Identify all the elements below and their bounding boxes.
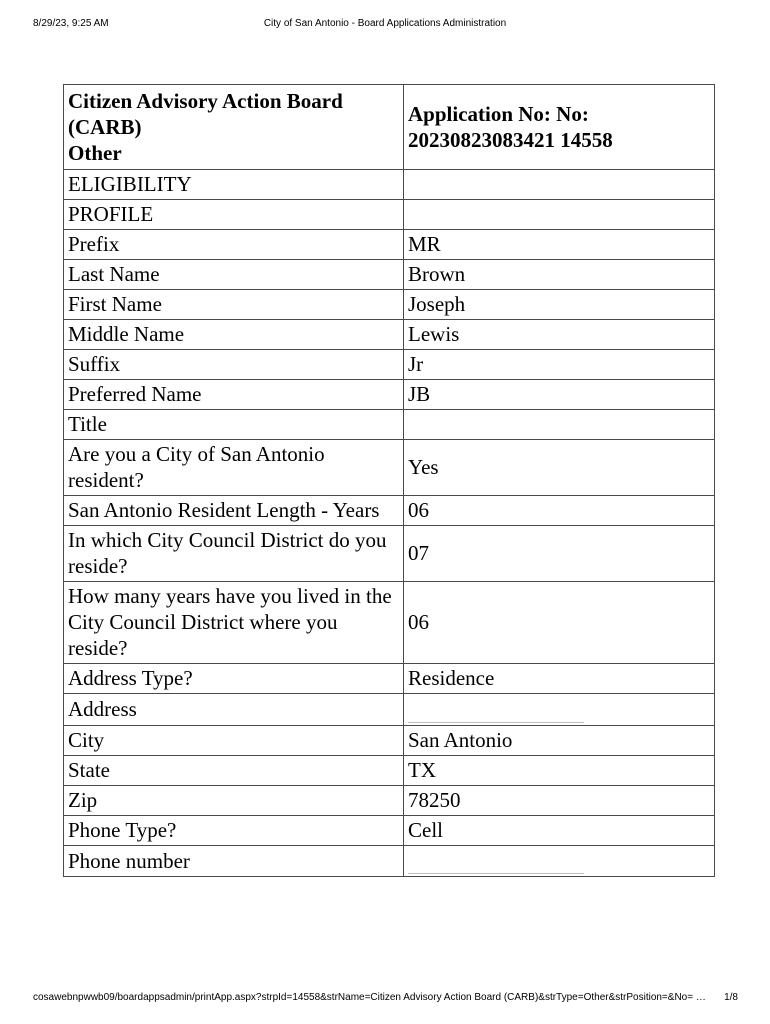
field-value: San Antonio	[404, 725, 715, 755]
field-value: Residence	[404, 664, 715, 694]
field-label: PROFILE	[64, 200, 404, 230]
row-city	[64, 725, 715, 755]
row-address	[64, 694, 715, 726]
field-value: Cell	[404, 815, 715, 845]
board-abbreviation: (CARB)	[68, 115, 142, 139]
redaction-box	[408, 698, 584, 723]
row-san-antonio-resident	[64, 440, 715, 496]
row-address-type	[64, 664, 715, 694]
row-phone-number	[64, 845, 715, 877]
page-number: 1/8	[724, 992, 738, 1003]
print-header	[0, 18, 770, 32]
row-phone-type	[64, 815, 715, 845]
field-label: Phone number	[64, 845, 404, 877]
field-value: Lewis	[404, 320, 715, 350]
board-name: Citizen Advisory Action Board	[68, 89, 343, 113]
field-value: Yes	[404, 440, 715, 496]
field-label: Zip	[64, 785, 404, 815]
application-title-row	[64, 85, 715, 170]
field-value: 06	[404, 582, 715, 664]
field-label: Address Type?	[64, 664, 404, 694]
row-prefix	[64, 230, 715, 260]
field-value	[404, 410, 715, 440]
field-value	[404, 170, 715, 200]
field-label: Address	[64, 694, 404, 726]
row-resident-length	[64, 496, 715, 526]
field-value: 78250	[404, 785, 715, 815]
field-label: Suffix	[64, 350, 404, 380]
field-label: Are you a City of San Antonio resident?	[64, 440, 404, 496]
field-value: 07	[404, 526, 715, 582]
field-value: TX	[404, 755, 715, 785]
field-value: Brown	[404, 260, 715, 290]
row-years-in-district	[64, 582, 715, 664]
row-state	[64, 755, 715, 785]
print-footer	[0, 992, 770, 1006]
field-label: Title	[64, 410, 404, 440]
row-title	[64, 410, 715, 440]
field-label: First Name	[64, 290, 404, 320]
field-label: ELIGIBILITY	[64, 170, 404, 200]
row-council-district	[64, 526, 715, 582]
field-label: How many years have you lived in the City Council District where you reside?	[64, 582, 404, 664]
field-label: In which City Council District do you reside?	[64, 526, 404, 582]
redaction-box	[408, 849, 584, 874]
print-url: cosawebnpwwb09/boardappsadmin/printApp.aspx?strpId=14558&strName=Citizen Advisory Action Board (CARB)&strType=Other&strPosition=&No= …	[33, 992, 706, 1003]
application-number-cell	[404, 85, 715, 170]
application-table	[63, 84, 715, 877]
field-value	[404, 200, 715, 230]
row-suffix	[64, 350, 715, 380]
field-label: Prefix	[64, 230, 404, 260]
field-label: San Antonio Resident Length - Years	[64, 496, 404, 526]
field-value: JB	[404, 380, 715, 410]
field-label: City	[64, 725, 404, 755]
field-label: Middle Name	[64, 320, 404, 350]
print-page-title: City of San Antonio - Board Applications Administration	[263, 18, 507, 29]
row-preferred-name	[64, 380, 715, 410]
field-label: Phone Type?	[64, 815, 404, 845]
field-value: MR	[404, 230, 715, 260]
field-label: Preferred Name	[64, 380, 404, 410]
redacted-address-cell	[404, 694, 715, 726]
row-zip	[64, 785, 715, 815]
application-number-label: Application No: No:	[408, 102, 589, 126]
row-last-name	[64, 260, 715, 290]
field-value: Jr	[404, 350, 715, 380]
board-heading-cell	[64, 85, 404, 170]
field-value: Joseph	[404, 290, 715, 320]
board-type: Other	[68, 141, 122, 165]
application-number: 20230823083421 14558	[408, 128, 613, 152]
field-label: State	[64, 755, 404, 785]
row-profile	[64, 200, 715, 230]
row-first-name	[64, 290, 715, 320]
redacted-phone-cell	[404, 845, 715, 877]
print-datetime: 8/29/23, 9:25 AM	[33, 18, 109, 29]
row-middle-name	[64, 320, 715, 350]
field-label: Last Name	[64, 260, 404, 290]
field-value: 06	[404, 496, 715, 526]
row-eligibility	[64, 170, 715, 200]
